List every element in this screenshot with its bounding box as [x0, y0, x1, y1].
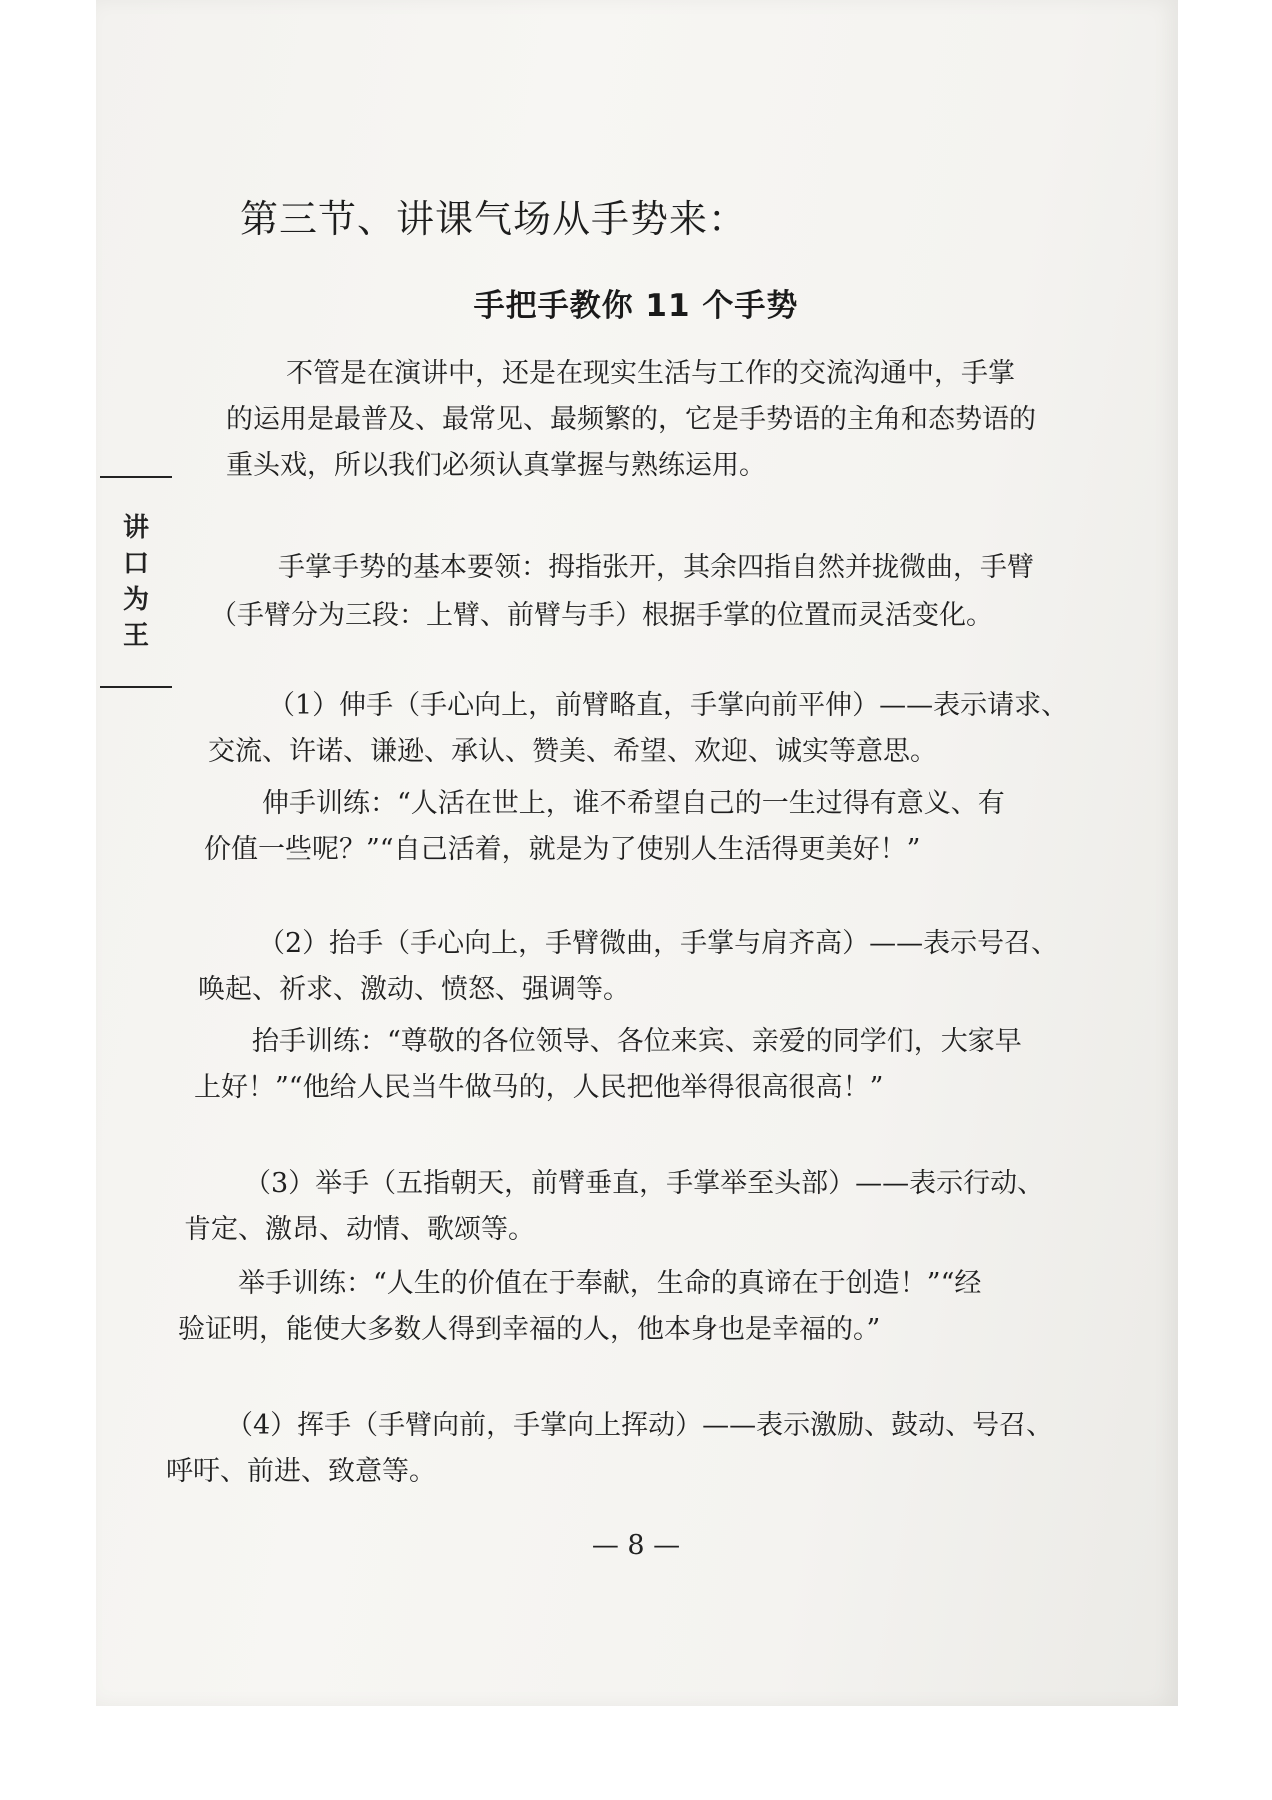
side-tab-char: 口	[122, 549, 149, 579]
paragraph-line: 呼吁、前进、致意等。	[166, 1456, 436, 1487]
paragraph-line: （3）举手（五指朝天，前臂垂直，手掌举至头部）——表示行动、	[244, 1168, 1045, 1199]
paragraph-line: 的运用是最普及、最常见、最频繁的，它是手势语的主角和态势语的	[226, 404, 1036, 435]
paragraph-line: 手掌手势的基本要领：拇指张开，其余四指自然并拢微曲，手臂	[278, 552, 1034, 583]
side-tab-char: 为	[122, 585, 149, 615]
side-tab-char: 王	[122, 621, 149, 651]
side-tab-bottom-rule	[100, 686, 172, 688]
paragraph-line: 上好！”“他给人民当牛做马的，人民把他举得很高很高！”	[194, 1072, 884, 1103]
side-tab	[98, 476, 174, 690]
chapter-subtitle: 手把手教你 11 个手势	[473, 288, 799, 324]
paragraph-line: 验证明，能使大多数人得到幸福的人，他本身也是幸福的。”	[178, 1314, 881, 1345]
paragraph-line: 肯定、激昂、动情、歌颂等。	[184, 1214, 535, 1245]
paragraph-line: （4）挥手（手臂向前，手掌向上挥动）——表示激励、鼓动、号召、	[226, 1410, 1054, 1441]
side-tab-char: 讲	[122, 513, 149, 543]
paragraph-line: 交流、许诺、谦逊、承认、赞美、希望、欢迎、诚实等意思。	[208, 736, 937, 767]
paragraph-line: 伸手训练：“人活在世上，谁不希望自己的一生过得有意义、有	[262, 788, 1005, 819]
paragraph-line: （手臂分为三段：上臂、前臂与手）根据手掌的位置而灵活变化。	[210, 600, 993, 631]
page-number: — 8 —	[591, 1530, 681, 1561]
paragraph-line: 重头戏，所以我们必须认真掌握与熟练运用。	[226, 450, 766, 481]
paragraph-line: 唤起、祈求、激动、愤怒、强调等。	[198, 974, 630, 1005]
paragraph-line: （2）抬手（手心向上，手臂微曲，手掌与肩齐高）——表示号召、	[258, 928, 1059, 959]
paragraph-line: 不管是在演讲中，还是在现实生活与工作的交流沟通中，手掌	[286, 358, 1015, 389]
paragraph-line: 抬手训练：“尊敬的各位领导、各位来宾、亲爱的同学们，大家早	[252, 1026, 1022, 1057]
paragraph-line: 举手训练：“人生的价值在于奉献，生命的真谛在于创造！”“经	[238, 1268, 982, 1299]
section-heading: 第三节、讲课气场从手势来：	[240, 197, 748, 241]
paragraph-line: （1）伸手（手心向上，前臂略直，手掌向前平伸）——表示请求、	[268, 690, 1069, 721]
side-tab-top-rule	[100, 476, 172, 478]
side-tab-text	[98, 510, 174, 654]
paragraph-line: 价值一些呢？”“自己活着，就是为了使别人生活得更美好！”	[204, 834, 921, 865]
